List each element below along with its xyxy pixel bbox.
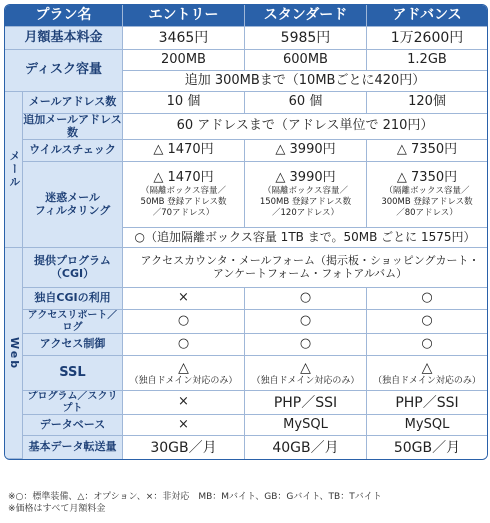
report-row	[5, 310, 487, 334]
plan-comparison-table	[4, 4, 488, 460]
cgi-row	[5, 288, 487, 310]
mail-addresses-advance: 120個	[367, 92, 487, 114]
scripts-row	[5, 391, 487, 415]
report-standard: ○	[245, 310, 367, 334]
scripts-entry: ×	[123, 391, 245, 415]
footnote-price-note: ※価格はすべて月額料金	[8, 503, 106, 514]
spam-filter-additional: ○（追加隔離ボックス容量 1TB まで。50MB ごとに 1575円）	[123, 228, 487, 248]
programs-label-line2: （CGI）	[50, 266, 95, 280]
disk-standard: 600MB	[245, 50, 367, 71]
monthly-fee-standard: 5985円	[245, 27, 367, 50]
disk-entry: 200MB	[123, 50, 245, 71]
spam-filter-label	[23, 162, 123, 248]
spam-filter-advance-line1: （隔離ボックス容量／	[384, 186, 470, 197]
spam-filter-advance-price: △ 7350円	[396, 170, 458, 186]
spam-filter-advance-line3: ／80アドレス）	[396, 207, 458, 218]
ssl-standard-symbol: △	[300, 360, 311, 377]
virus-check-entry: △ 1470円	[123, 140, 245, 162]
spam-filter-entry-line2: 50MB 登録アドレス数	[140, 196, 227, 207]
spam-filter-entry-line1: （隔離ボックス容量／	[141, 186, 226, 197]
add-addresses-value: 60 アドレスまで（アドレス単位で 210円）	[123, 114, 487, 140]
disk-row	[5, 50, 487, 71]
mail-addresses-entry: 10 個	[123, 92, 245, 114]
disk-additional: 追加 300MBまで（10MBごとに420円）	[123, 71, 487, 92]
disk-label: ディスク容量	[5, 50, 123, 92]
ssl-entry-note: （独自ドメイン対応のみ）	[129, 376, 238, 387]
monthly-fee-label: 月額基本料金	[5, 27, 123, 50]
spam-filter-entry	[123, 162, 245, 228]
cgi-entry: ×	[123, 288, 245, 310]
ssl-row	[5, 356, 487, 391]
access-control-label: アクセス制御	[23, 334, 123, 356]
access-control-entry: ○	[123, 334, 245, 356]
header-row	[5, 5, 487, 27]
virus-check-advance: △ 7350円	[367, 140, 487, 162]
entry-plan-header: エントリー	[123, 5, 245, 27]
programs-row	[5, 248, 487, 288]
database-advance: MySQL	[367, 415, 487, 436]
spam-filter-standard-line2: 150MB 登録アドレス数	[259, 196, 352, 207]
mail-category-label: メール	[5, 92, 23, 248]
ssl-entry-symbol: △	[178, 360, 189, 377]
monthly-fee-advance: 1万2600円	[367, 27, 487, 50]
transfer-standard: 40GB／月	[245, 436, 367, 459]
scripts-advance: PHP／SSI	[367, 391, 487, 415]
access-control-advance: ○	[367, 334, 487, 356]
ssl-standard	[245, 356, 367, 391]
cgi-advance: ○	[367, 288, 487, 310]
cgi-label: 独自CGIの利用	[23, 288, 123, 310]
programs-label	[23, 248, 123, 288]
virus-check-standard: △ 3990円	[245, 140, 367, 162]
programs-line2: アンケートフォーム・フォトアルバム）	[212, 266, 408, 280]
spam-filter-standard	[245, 162, 367, 228]
spam-filter-label-line2: フィルタリング	[34, 203, 111, 217]
spam-filter-standard-line3: ／120アドレス）	[272, 207, 339, 218]
spam-filter-advance-line2: 300MB 登録アドレス数	[381, 196, 473, 207]
spam-filter-standard-price: △ 3990円	[275, 170, 336, 186]
advance-plan-header: アドバンス	[367, 5, 487, 27]
scripts-standard: PHP／SSI	[245, 391, 367, 415]
monthly-fee-row	[5, 27, 487, 50]
ssl-label: SSL	[23, 356, 123, 391]
transfer-row	[5, 436, 487, 459]
transfer-label: 基本データ転送量	[23, 436, 123, 459]
footnote-legend: ※○：標準装備、△：オプション、×：非対応 MB：Mバイト、GB：Gバイト、TB：Tバイト	[8, 492, 382, 502]
access-control-standard: ○	[245, 334, 367, 356]
virus-check-label: ウイルスチェック	[23, 140, 123, 162]
database-row	[5, 415, 487, 436]
report-label: アクセスリポート／ログ	[23, 310, 123, 334]
mail-addresses-standard: 60 個	[245, 92, 367, 114]
ssl-advance	[367, 356, 487, 391]
spam-filter-standard-line1: （隔離ボックス容量／	[263, 186, 348, 197]
scripts-label: プログラム／スクリプト	[23, 391, 123, 415]
add-addresses-row	[5, 114, 487, 140]
monthly-fee-entry: 3465円	[123, 27, 245, 50]
database-label: データベース	[23, 415, 123, 436]
spam-filter-row	[5, 162, 487, 228]
report-advance: ○	[367, 310, 487, 334]
footnotes	[8, 492, 382, 515]
transfer-advance: 50GB／月	[367, 436, 487, 459]
virus-check-row	[5, 140, 487, 162]
report-entry: ○	[123, 310, 245, 334]
database-standard: MySQL	[245, 415, 367, 436]
cgi-standard: ○	[245, 288, 367, 310]
access-control-row	[5, 334, 487, 356]
standard-plan-header: スタンダード	[245, 5, 367, 27]
programs-label-line1: 提供プログラム	[34, 254, 111, 268]
transfer-entry: 30GB／月	[123, 436, 245, 459]
ssl-standard-note: （独自ドメイン対応のみ）	[251, 376, 360, 387]
plan-name-header: プラン名	[5, 5, 123, 27]
programs-value	[123, 248, 487, 288]
ssl-advance-note: （独自ドメイン対応のみ）	[373, 376, 481, 387]
web-category-label: Web	[5, 248, 23, 459]
mail-addresses-label: メールアドレス数	[23, 92, 123, 114]
database-entry: ×	[123, 415, 245, 436]
ssl-entry	[123, 356, 245, 391]
spam-filter-advance	[367, 162, 487, 228]
programs-line1: アクセスカウンタ・メールフォーム（掲示板・ショッピングカート・	[140, 254, 480, 268]
add-addresses-label: 追加メールアドレス数	[23, 114, 122, 139]
spam-filter-entry-line3: ／70アドレス）	[152, 207, 215, 218]
disk-advance: 1.2GB	[367, 50, 487, 71]
mail-addresses-row	[5, 92, 487, 114]
ssl-advance-symbol: △	[421, 360, 433, 377]
spam-filter-label-line1: 迷惑メール	[45, 191, 100, 205]
spam-filter-entry-price: △ 1470円	[153, 170, 214, 186]
